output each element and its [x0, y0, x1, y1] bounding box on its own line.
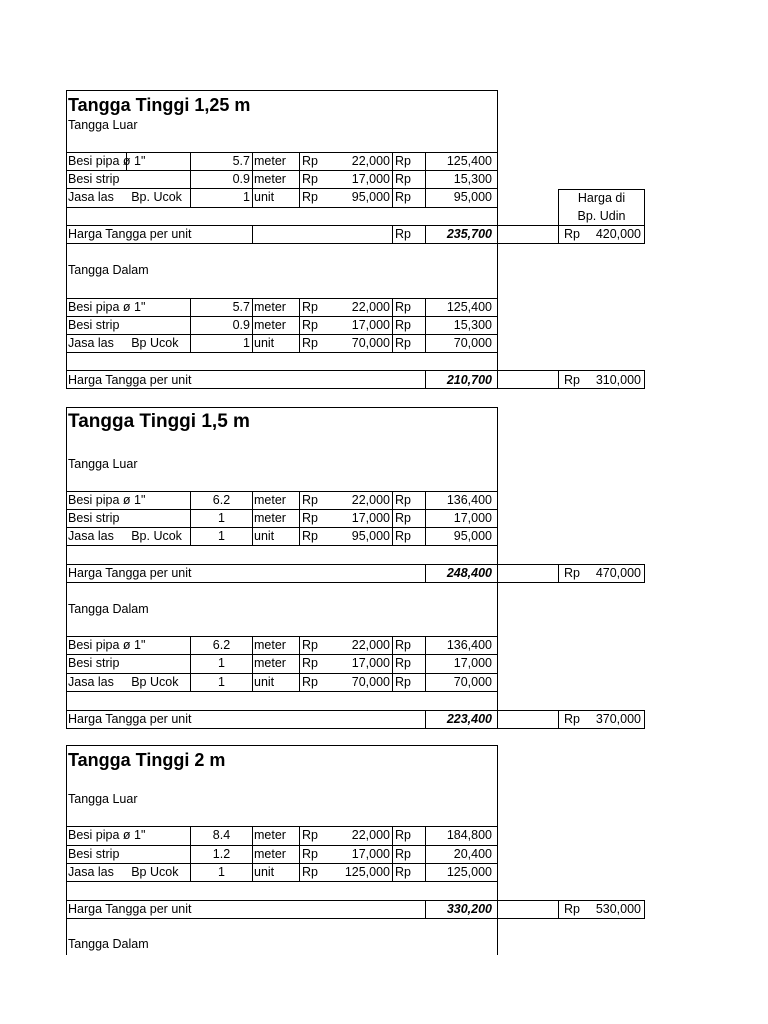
currency: Rp: [302, 656, 318, 670]
unit: unit: [254, 336, 275, 350]
currency: Rp: [302, 154, 318, 168]
compare-header: Harga di: [577, 191, 626, 205]
gridline: [252, 225, 253, 243]
gridline: [66, 407, 498, 408]
gridline: [66, 881, 498, 882]
quantity: 5.7: [232, 300, 250, 314]
unit-price: 22,000: [351, 300, 390, 314]
quantity: 1: [218, 656, 225, 670]
line-total: 70,000: [453, 336, 492, 350]
summary-total: 210,700: [446, 373, 492, 387]
gridline: [66, 152, 498, 153]
currency: Rp: [395, 675, 411, 689]
currency: Rp: [564, 566, 580, 580]
unit-price: 70,000: [351, 675, 390, 689]
gridline: [66, 90, 67, 389]
currency: Rp: [395, 227, 411, 241]
gridline: [425, 225, 426, 243]
unit: meter: [254, 828, 286, 842]
gridline: [425, 636, 426, 691]
item-name: Jasa las Bp. Ucok: [68, 529, 182, 543]
currency: Rp: [564, 227, 580, 241]
gridline: [497, 90, 498, 389]
compare-price: 310,000: [595, 373, 641, 387]
unit: unit: [254, 190, 275, 204]
line-total: 95,000: [453, 190, 492, 204]
gridline: [644, 564, 645, 582]
gridline: [252, 826, 253, 881]
gridline: [66, 316, 498, 317]
unit-price: 125,000: [344, 865, 390, 879]
gridline: [558, 370, 559, 389]
gridline: [558, 189, 645, 190]
quantity: 6.2: [212, 638, 231, 652]
section-title: Tangga Tinggi 2 m: [68, 750, 226, 770]
quantity: 1.2: [212, 847, 231, 861]
gridline: [392, 491, 393, 545]
currency: Rp: [564, 902, 580, 916]
subsection-label: Tangga Luar: [68, 118, 138, 132]
compare-price: 530,000: [595, 902, 641, 916]
gridline: [190, 152, 191, 207]
gridline: [299, 491, 300, 545]
line-total: 20,400: [453, 847, 492, 861]
compare-price: 370,000: [595, 712, 641, 726]
currency: Rp: [302, 336, 318, 350]
gridline: [392, 826, 393, 881]
item-name: Besi pipa ø 1": [68, 638, 146, 652]
item-name: Besi strip: [68, 318, 120, 332]
gridline: [299, 826, 300, 881]
gridline: [66, 207, 498, 208]
gridline: [644, 189, 645, 244]
line-total: 70,000: [453, 675, 492, 689]
currency: Rp: [302, 172, 318, 186]
unit: meter: [254, 318, 286, 332]
unit-price: 17,000: [351, 172, 390, 186]
gridline: [66, 673, 498, 674]
quantity: 1: [243, 190, 250, 204]
unit-price: 22,000: [351, 828, 390, 842]
gridline: [66, 745, 498, 746]
quantity: 0.9: [232, 318, 250, 332]
summary-label: Harga Tangga per unit: [68, 566, 192, 580]
currency: Rp: [302, 300, 318, 314]
unit: meter: [254, 656, 286, 670]
currency: Rp: [395, 828, 411, 842]
unit-price: 17,000: [351, 318, 390, 332]
summary-total: 248,400: [446, 566, 492, 580]
gridline: [66, 636, 498, 637]
currency: Rp: [395, 190, 411, 204]
item-name: Besi strip: [68, 511, 120, 525]
unit: meter: [254, 154, 286, 168]
gridline: [497, 407, 498, 729]
unit-price: 70,000: [351, 336, 390, 350]
unit: unit: [254, 675, 275, 689]
gridline: [66, 334, 498, 335]
gridline: [497, 745, 498, 955]
unit: meter: [254, 511, 286, 525]
gridline: [299, 152, 300, 207]
item-name: Besi strip: [68, 172, 120, 186]
unit-price: 17,000: [351, 511, 390, 525]
gridline: [392, 225, 393, 243]
currency: Rp: [302, 847, 318, 861]
gridline: [66, 545, 498, 546]
compare-price: 470,000: [595, 566, 641, 580]
currency: Rp: [302, 675, 318, 689]
gridline: [66, 407, 67, 729]
gridline: [190, 298, 191, 352]
subsection-label: Tangga Luar: [68, 792, 138, 806]
unit: meter: [254, 493, 286, 507]
summary-label: Harga Tangga per unit: [68, 227, 192, 241]
item-name: Besi pipa ø 1": [68, 828, 146, 842]
gridline: [66, 225, 498, 226]
line-total: 136,400: [446, 638, 492, 652]
currency: Rp: [302, 828, 318, 842]
unit-price: 22,000: [351, 493, 390, 507]
subsection-label: Tangga Dalam: [68, 263, 149, 277]
line-total: 136,400: [446, 493, 492, 507]
gridline: [558, 900, 559, 918]
currency: Rp: [395, 336, 411, 350]
gridline: [558, 564, 559, 582]
section-title: Tangga Tinggi 1,5 m: [68, 411, 250, 432]
quantity: 1: [218, 675, 225, 689]
compare-header: Bp. Udin: [577, 209, 626, 223]
line-total: 125,000: [446, 865, 492, 879]
unit: meter: [254, 638, 286, 652]
currency: Rp: [395, 656, 411, 670]
compare-price: 420,000: [595, 227, 641, 241]
gridline: [425, 370, 426, 388]
gridline: [66, 243, 498, 244]
line-total: 17,000: [453, 656, 492, 670]
currency: Rp: [302, 190, 318, 204]
item-name: Jasa las Bp Ucok: [68, 865, 179, 879]
subsection-label: Tangga Dalam: [68, 937, 149, 951]
gridline: [66, 691, 498, 692]
gridline: [425, 826, 426, 881]
gridline: [497, 243, 645, 244]
gridline: [392, 152, 393, 207]
unit-price: 22,000: [351, 154, 390, 168]
quantity: 1: [218, 529, 225, 543]
gridline: [66, 188, 498, 189]
currency: Rp: [302, 318, 318, 332]
gridline: [66, 918, 645, 919]
gridline: [299, 298, 300, 352]
line-total: 184,800: [446, 828, 492, 842]
quantity: 1: [218, 511, 225, 525]
gridline: [252, 152, 253, 207]
gridline: [66, 491, 498, 492]
currency: Rp: [395, 172, 411, 186]
gridline: [66, 745, 67, 955]
currency: Rp: [395, 300, 411, 314]
gridline: [497, 225, 645, 226]
summary-total: 235,700: [446, 227, 492, 241]
quantity: 8.4: [212, 828, 231, 842]
gridline: [66, 90, 498, 91]
summary-total: 330,200: [446, 902, 492, 916]
currency: Rp: [395, 847, 411, 861]
quantity: 5.7: [232, 154, 250, 168]
gridline: [66, 170, 498, 171]
currency: Rp: [302, 511, 318, 525]
summary-label: Harga Tangga per unit: [68, 712, 192, 726]
gridline: [425, 298, 426, 352]
currency: Rp: [564, 373, 580, 387]
subsection-label: Tangga Luar: [68, 457, 138, 471]
unit-price: 22,000: [351, 638, 390, 652]
gridline: [66, 826, 498, 827]
gridline: [252, 491, 253, 545]
unit: unit: [254, 865, 275, 879]
line-total: 17,000: [453, 511, 492, 525]
gridline: [66, 863, 498, 864]
unit-price: 95,000: [351, 190, 390, 204]
item-name: Jasa las Bp. Ucok: [68, 190, 182, 204]
gridline: [558, 710, 559, 728]
item-name: Besi pipa ø 1": [68, 300, 146, 314]
gridline: [425, 152, 426, 207]
gridline: [66, 728, 645, 729]
gridline: [644, 710, 645, 728]
gridline: [66, 527, 498, 528]
unit-price: 17,000: [351, 847, 390, 861]
gridline: [497, 370, 645, 371]
item-name: Besi strip: [68, 656, 120, 670]
unit: meter: [254, 847, 286, 861]
item-name: Jasa las Bp Ucok: [68, 336, 179, 350]
summary-total: 223,400: [446, 712, 492, 726]
currency: Rp: [395, 865, 411, 879]
unit-price: 17,000: [351, 656, 390, 670]
currency: Rp: [302, 529, 318, 543]
item-name: Besi pipa ø 1": [68, 493, 146, 507]
gridline: [299, 636, 300, 691]
gridline: [66, 654, 498, 655]
gridline: [66, 298, 498, 299]
line-total: 125,400: [446, 300, 492, 314]
currency: Rp: [395, 318, 411, 332]
quantity: 1: [218, 865, 225, 879]
currency: Rp: [395, 638, 411, 652]
gridline: [425, 491, 426, 545]
item-name: Besi strip: [68, 847, 120, 861]
gridline: [66, 370, 498, 371]
unit: meter: [254, 172, 286, 186]
gridline: [66, 352, 498, 353]
item-name: Jasa las Bp Ucok: [68, 675, 179, 689]
unit-price: 95,000: [351, 529, 390, 543]
gridline: [644, 900, 645, 918]
currency: Rp: [564, 712, 580, 726]
gridline: [392, 636, 393, 691]
item-name: Besi pipa ø 1": [68, 154, 146, 168]
summary-label: Harga Tangga per unit: [68, 373, 192, 387]
gridline: [425, 564, 426, 582]
section-title: Tangga Tinggi 1,25 m: [68, 95, 251, 115]
quantity: 6.2: [212, 493, 231, 507]
gridline: [425, 710, 426, 728]
currency: Rp: [395, 154, 411, 168]
currency: Rp: [395, 529, 411, 543]
unit: meter: [254, 300, 286, 314]
currency: Rp: [302, 493, 318, 507]
gridline: [252, 636, 253, 691]
currency: Rp: [302, 638, 318, 652]
line-total: 95,000: [453, 529, 492, 543]
gridline: [392, 298, 393, 352]
currency: Rp: [302, 865, 318, 879]
subsection-label: Tangga Dalam: [68, 602, 149, 616]
summary-label: Harga Tangga per unit: [68, 902, 192, 916]
line-total: 15,300: [453, 318, 492, 332]
gridline: [425, 900, 426, 918]
currency: Rp: [395, 493, 411, 507]
unit: unit: [254, 529, 275, 543]
quantity: 0.9: [232, 172, 250, 186]
gridline: [252, 298, 253, 352]
gridline: [644, 370, 645, 389]
line-total: 15,300: [453, 172, 492, 186]
gridline: [66, 845, 498, 846]
currency: Rp: [395, 511, 411, 525]
gridline: [66, 582, 645, 583]
line-total: 125,400: [446, 154, 492, 168]
gridline: [66, 509, 498, 510]
quantity: 1: [243, 336, 250, 350]
